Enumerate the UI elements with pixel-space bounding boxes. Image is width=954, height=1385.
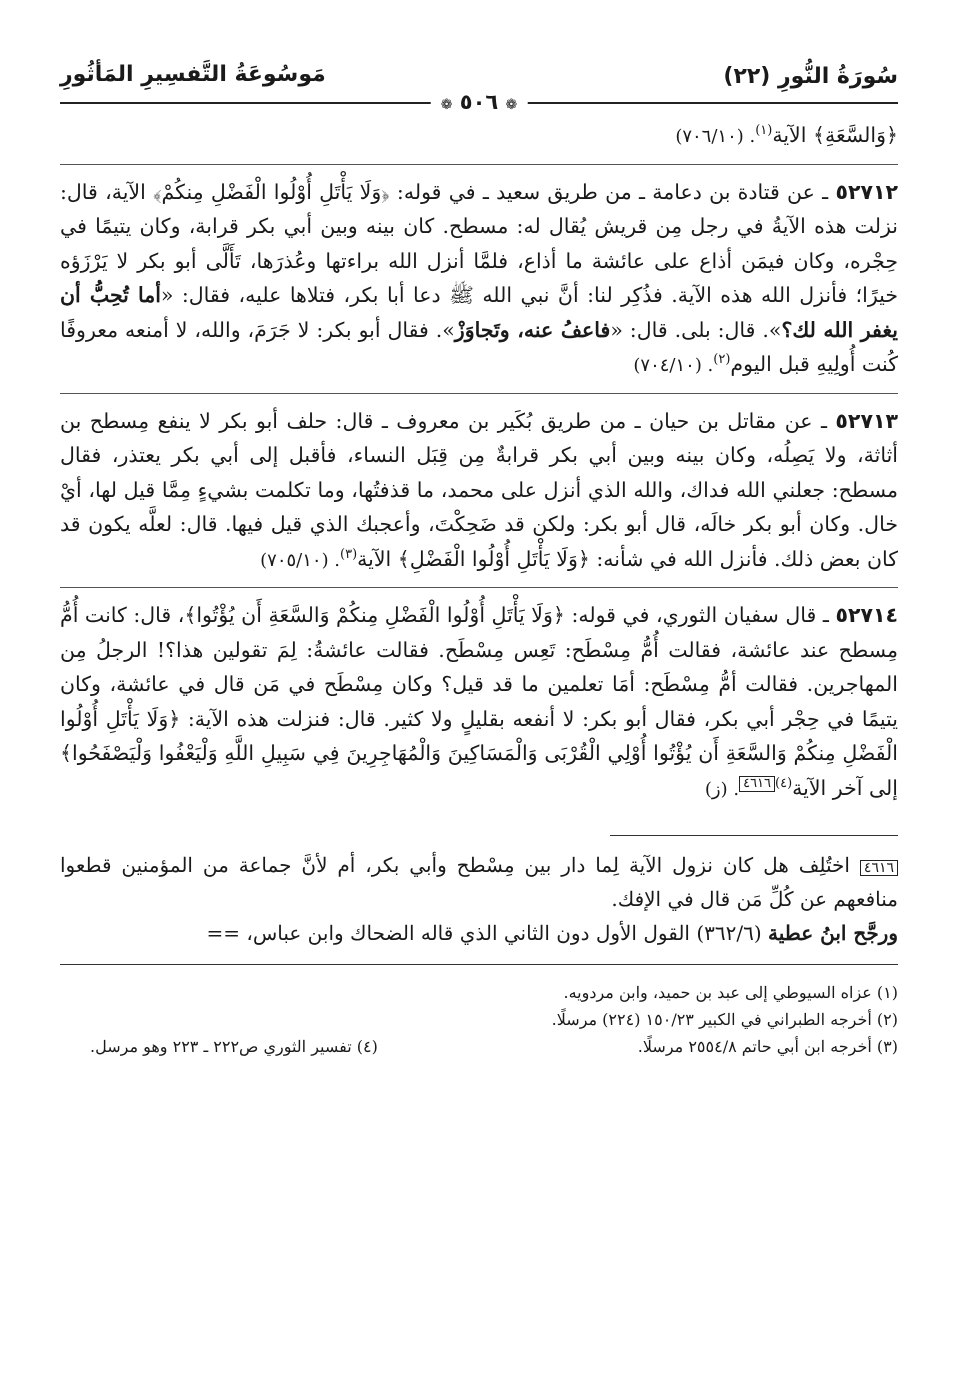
entry-number: ٥٢٧١٢: [835, 179, 898, 204]
footnote-marker: (١): [755, 123, 773, 139]
page-number: ٥٠٦: [459, 90, 499, 114]
entry-text: ـ عن مقاتل بن حيان ـ من طريق بُكَير بن معروف ـ قال: حلف أبو بكر لا ينفع مِسطح بن أثاثة، ولا يَصِلُه، وكان بينه وبين أبي بكر قرابةٌ مِن قِبَل النساء، فأقبل إلى أبي بكر يعتذر، فقال مسطح: جعلني الله فداك، والله الذي أنزل على محمد، ما قذفتُها، وما تكلمت بشيءٍ مِمَّا قيل لها، أيْ خال. وكان أبو بكر خالَه، قال أبو بكر: ولكن قد ضَحِكْتَ، وأعجبك الذي قيل فيها. قال: لعلَّه يكون قد كان بعض ذلك. فأنزل الله في شأنه: ﴿وَلَا يَأْتَلِ أُوْلُوا الْفَضْلِ﴾ الآية: [60, 408, 898, 571]
entry-52712: [60, 175, 898, 384]
ornament-icon: ❁: [440, 97, 453, 113]
entry-text: ». قال: بلى. قال: «: [610, 317, 782, 342]
footnote-1: (١) عزاه السيوطي إلى عبد بن حميد، وابن مردويه.: [563, 983, 898, 1002]
entry-text: ـ قال سفيان الثوري، في قوله: ﴿وَلَا يَأْتَلِ أُوْلُوا الْفَضْلِ مِنكُمْ وَالسَّعَةِ أَن يُؤْتُوا﴾، قال: كانت أُمُّ مِسطح عند عائشة، فقالت أُمُّ مِسْطَح: تَعِس مِسْطَح. فقالت عائشةُ: لِمَ تقولين هذا؟! الرجلُ مِن المهاجرين. فقالت أمُّ مِسْطَح: أمَا تعلمين ما قد قيل؟ وكان مِسْطَح في مَن قال في عائشة، وكان يتيمًا في حِجْر أبي بكر، فقال أبو بكر: لا أنفعه بقليلٍ ولا كثير. قال: فنزلت هذه الآية: ﴿وَلَا يَأْتَلِ أُوْلُوا الْفَضْلِ مِنكُمْ وَالسَّعَةِ أَن يُؤْتُوا أُوْلِي الْقُرْبَى وَالْمَسَاكِينَ وَالْمُهَاجِرِينَ فِي سَبِيلِ اللَّهِ وَلْيَعْفُوا وَلْيَصْفَحُوا﴾ إلى آخر الآية: [60, 603, 898, 800]
commentary-separator: [610, 835, 898, 836]
commentary-box-number: ٤٦١٦: [860, 860, 898, 876]
footnotes: [60, 979, 898, 1060]
hadith-bold: فاعفُ عنه، وتَجاوَزْ: [454, 317, 611, 342]
footnote-marker: (٤): [775, 775, 793, 791]
source-ref: . (٧٠٦/١٠): [675, 126, 756, 147]
entry-continuation: [60, 118, 898, 155]
commentary-ref-box: ٤٦١٦: [739, 776, 775, 792]
footnote-2: (٢) أخرجه الطبراني في الكبير ١٥٠/٢٣ (٢٢٤) مرسلًا.: [551, 1010, 898, 1029]
footnote-marker: (٢): [713, 352, 731, 368]
commentary-bold: ورجَّح ابنُ عطية: [768, 921, 898, 945]
footnote-3: (٣) أخرجه ابن أبي حاتم ٢٥٥٤/٨ مرسلًا.: [637, 1037, 898, 1056]
entry-52713: [60, 404, 898, 579]
commentary-text: اختُلِف هل كان نزول الآية لِما دار بين مِسْطح وأبي بكر، أم لأنَّ جماعة من المؤمنين قطعوا منافعهم عن كُلِّ مَن قال في الإفك.: [60, 853, 898, 911]
commentary: [60, 848, 898, 950]
footnote-4: (٤) تفسير الثوري ص٢٢٢ ـ ٢٢٣ وهو مرسل.: [90, 1037, 378, 1056]
book-title: مَوسُوعَةُ التَّفسِيرِ المَأثُورِ: [60, 62, 326, 87]
footnote-marker: (٣): [340, 546, 358, 562]
entry-text: ـ عن قتادة بن دعامة ـ من طريق سعيد ـ في قوله: ﴿وَلَا يَأْتَلِ أُوْلُوا الْفَضْلِ مِنكُمْ﴾ الآية، قال: نزلت هذه الآيةُ في رجل مِن قريش يُقال له: مسطح. كان بينه وبين أبي بكر قرابة، وكان يتيمًا في حِجْره، وكان فيمَن أذاع على عائشة ما أذاع، فلمَّا أنزل الله براءتها وعُذرَها، تَأَلَّى أبو بكر لا يَرْزَؤه خيرًا؛ فأنزل الله هذه الآية. فذُكِر لنا: أنَّ نبي الله ﷺ دعا أبا بكر، فتلاها عليه، فقال: «: [60, 179, 898, 307]
page-number-group: [431, 90, 528, 114]
entry-separator: [60, 587, 898, 588]
source-ref: . (ز): [704, 778, 740, 800]
commentary-text: (٣٦٢/٦) القول الأول دون الثاني الذي قاله الضحاك وابن عباس، ==: [206, 921, 762, 945]
footnote-row: [60, 1033, 898, 1060]
ornament-icon: ❁: [505, 97, 518, 113]
entry-number: ٥٢٧١٤: [835, 603, 898, 627]
source-ref: . (٧٠٥/١٠): [260, 549, 341, 571]
footnote-separator: [60, 964, 898, 965]
document-page: [60, 60, 898, 1060]
source-ref: . (٧٠٤/١٠): [633, 355, 714, 376]
entry-text: ﴿وَالسَّعَةِ﴾ الآية: [772, 123, 898, 147]
entry-separator: [60, 393, 898, 394]
entry-separator: [60, 164, 898, 165]
entry-text: ». فقال أبو بكر: لا جَرَمَ، والله، لا أمنعه معروفًا كُنت أُولِيهِ قبل اليوم: [60, 317, 898, 376]
entry-52714: [60, 598, 898, 807]
surah-title: سُورَةُ النُّورِ (٢٢): [723, 64, 898, 89]
page-header: [60, 60, 898, 118]
entry-number: ٥٢٧١٣: [835, 408, 898, 433]
hadith-bold: أما تُحِبُّ أن يغفر الله لك؟: [60, 283, 898, 342]
